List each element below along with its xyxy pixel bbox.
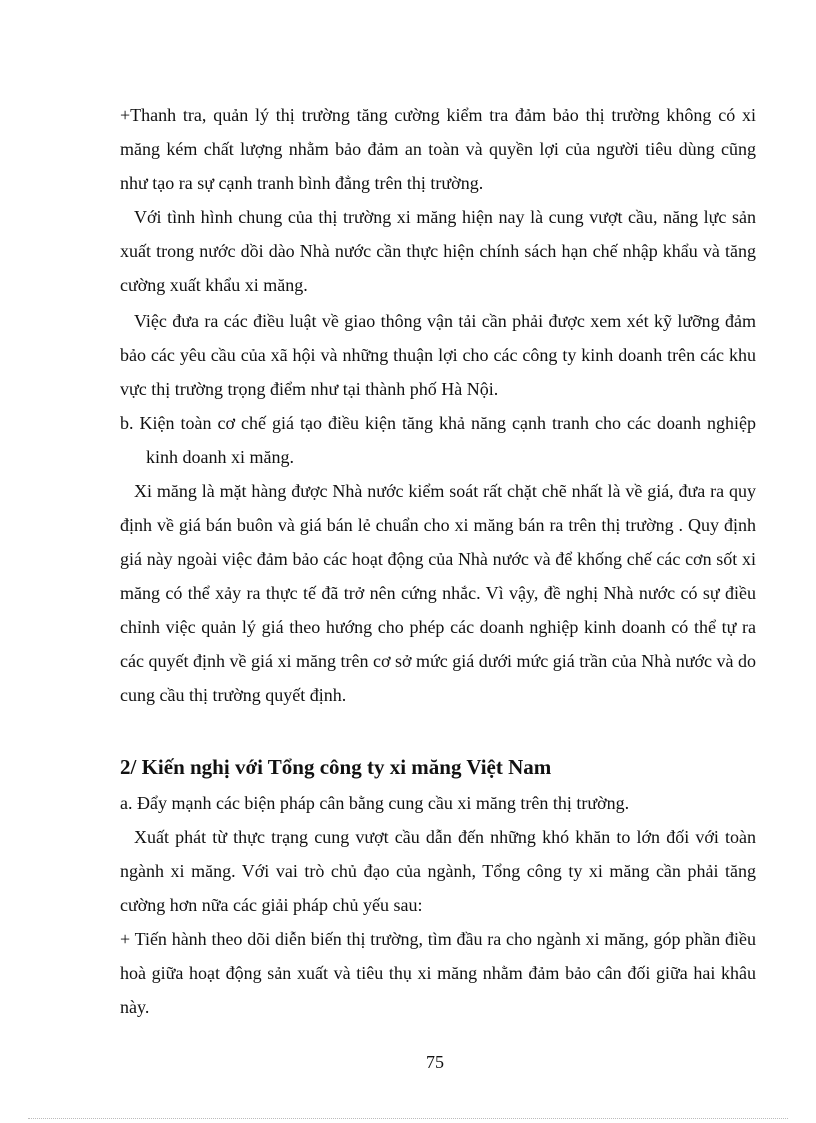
section-heading: 2/ Kiến nghị với Tổng công ty xi măng Việt Nam: [120, 755, 552, 779]
bottom-divider: [28, 1118, 788, 1119]
paragraph-transport-law: Việc đưa ra các điều luật về giao thông vận tải cần phải được xem xét kỹ lưỡng đảm bảo các yêu cầu của xã hội và những thuận lợi cho các công ty kinh doanh trên các khu vực thị trường trọng điểm như tại thành phố Hà Nội.: [120, 311, 756, 399]
paragraph-supply-demand: Với tình hình chung của thị trường xi măng hiện nay là cung vượt cầu, năng lực sản xuất trong nước dồi dào Nhà nước cần thực hiện chính sách hạn chế nhập khẩu và tăng cường xuất khẩu xi măng.: [120, 207, 756, 295]
paragraph-oversupply: Xuất phát từ thực trạng cung vượt cầu dẫn đến những khó khăn to lớn đối với toàn ngành xi măng. Với vai trò chủ đạo của ngành, Tổng công ty xi măng cần phải tăng cường hơn nữa các giải pháp chủ yếu sau:: [120, 827, 756, 915]
paragraph-inspection: +Thanh tra, quản lý thị trường tăng cường kiểm tra đảm bảo thị trường không có xi măng kém chất lượng nhằm bảo đảm an toàn và quyền lợi của người tiêu dùng cũng như tạo ra sự cạnh tranh bình đẳng trên thị trường.: [120, 105, 756, 193]
page-number: 75: [426, 1052, 444, 1072]
subsection-b-title: b. Kiện toàn cơ chế giá tạo điều kiện tăng khả năng cạnh tranh cho các doanh nghiệp kinh doanh xi măng.: [120, 413, 756, 467]
paragraph-price-control: Xi măng là mặt hàng được Nhà nước kiểm soát rất chặt chẽ nhất là về giá, đưa ra quy định về giá bán buôn và giá bán lẻ chuẩn cho xi măng bán ra trên thị trường . Quy định giá này ngoài việc đảm bảo các hoạt động của Nhà nước và để khống chế các cơn sốt xi măng có thể xảy ra thực tế đã trở nên cứng nhắc. Vì vậy, đề nghị Nhà nước có sự điều chỉnh việc quản lý giá theo hướng cho phép các doanh nghiệp kinh doanh có thể tự ra các quyết định về giá xi măng trên cơ sở mức giá dưới mức giá trần của Nhà nước và do cung cầu thị trường quyết định.: [120, 481, 756, 705]
paragraph-market-monitoring: + Tiến hành theo dõi diễn biến thị trường, tìm đầu ra cho ngành xi măng, góp phần điều hoà giữa hoạt động sản xuất và tiêu thụ xi măng nhằm đảm bảo cân đối giữa hai khâu này.: [120, 929, 756, 1017]
subsection-a-title: a. Đẩy mạnh các biện pháp cân bằng cung cầu xi măng trên thị trường.: [120, 793, 630, 813]
